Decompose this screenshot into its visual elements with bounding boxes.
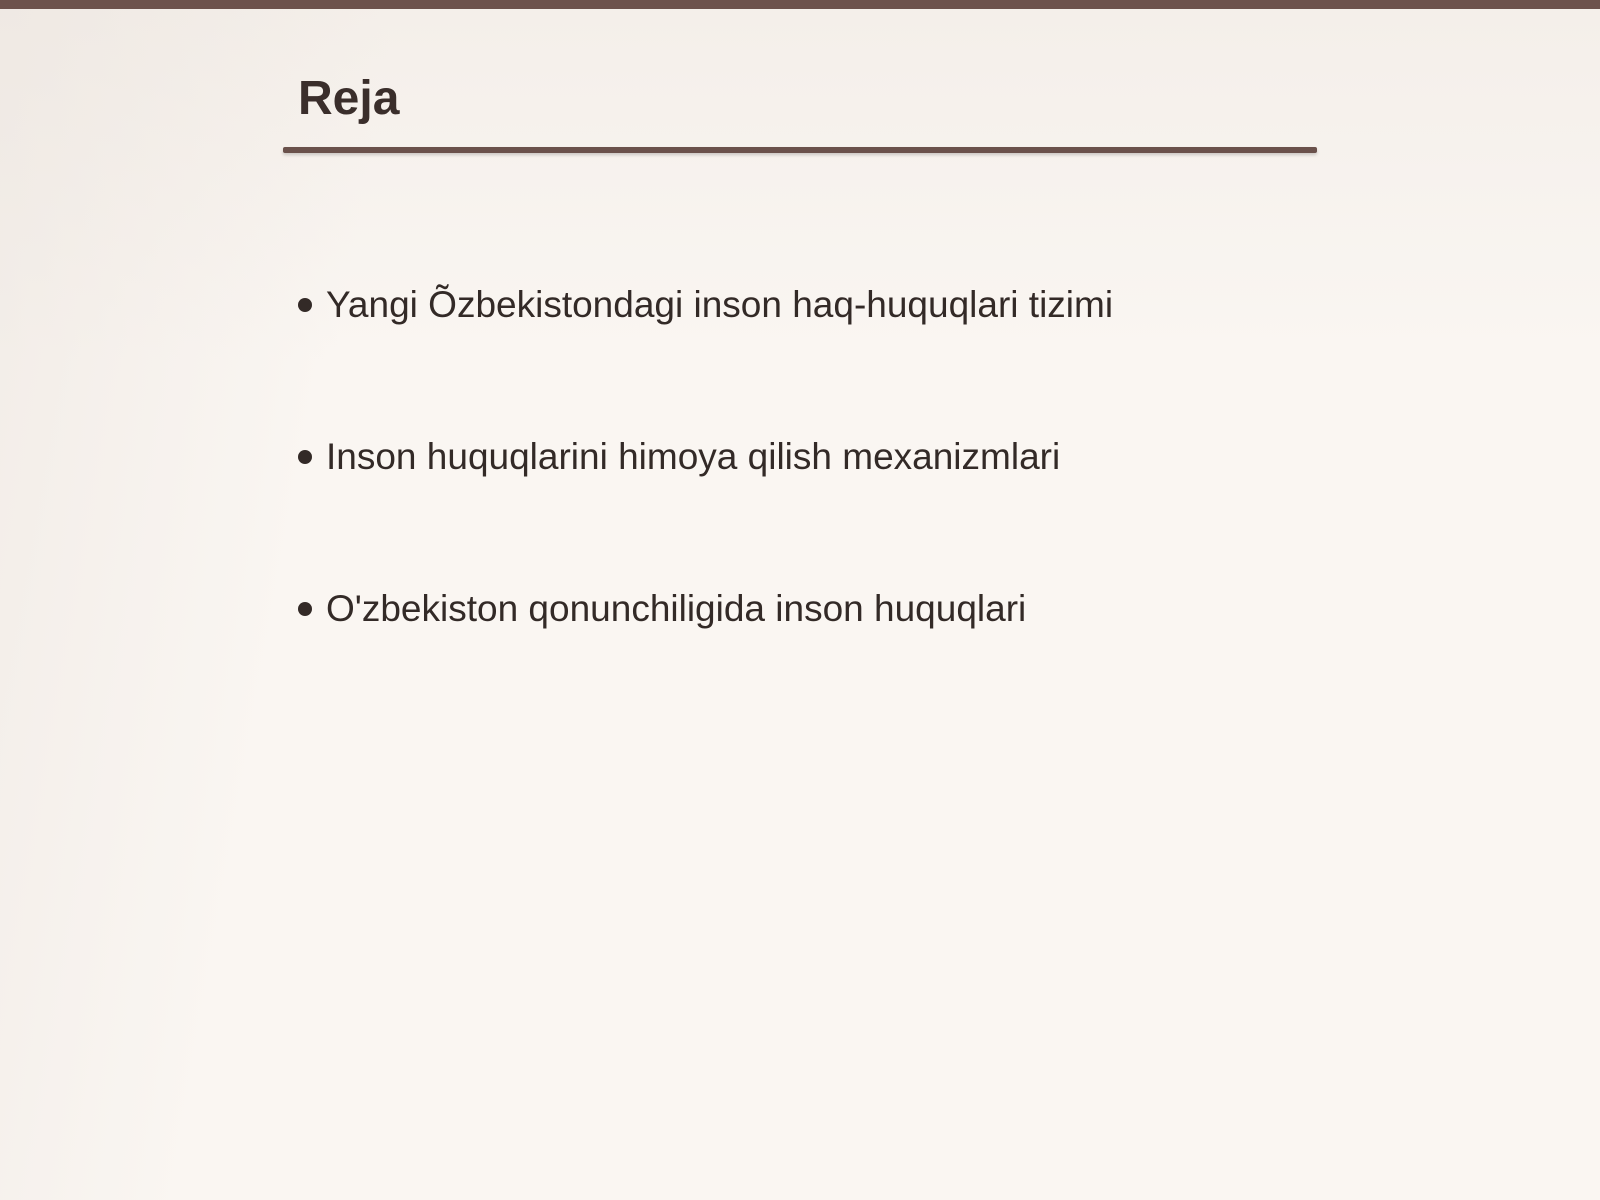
bullet-text: Inson huquqlarini himoya qilish mexanizmlari bbox=[326, 436, 1061, 477]
slide-title: Reja bbox=[298, 72, 400, 125]
list-item bbox=[298, 280, 1113, 330]
title-divider bbox=[283, 147, 1317, 153]
bullet-icon bbox=[298, 450, 312, 464]
top-accent-bar bbox=[0, 0, 1600, 9]
list-item bbox=[298, 432, 1060, 482]
list-item bbox=[298, 584, 1026, 634]
bullet-text: Yangi Õzbekistondagi inson haq-huquqlari tizimi bbox=[326, 284, 1114, 325]
bullet-icon bbox=[298, 298, 312, 312]
bullet-icon bbox=[298, 602, 312, 616]
bullet-text: O'zbekiston qonunchiligida inson huquqlari bbox=[326, 588, 1027, 629]
